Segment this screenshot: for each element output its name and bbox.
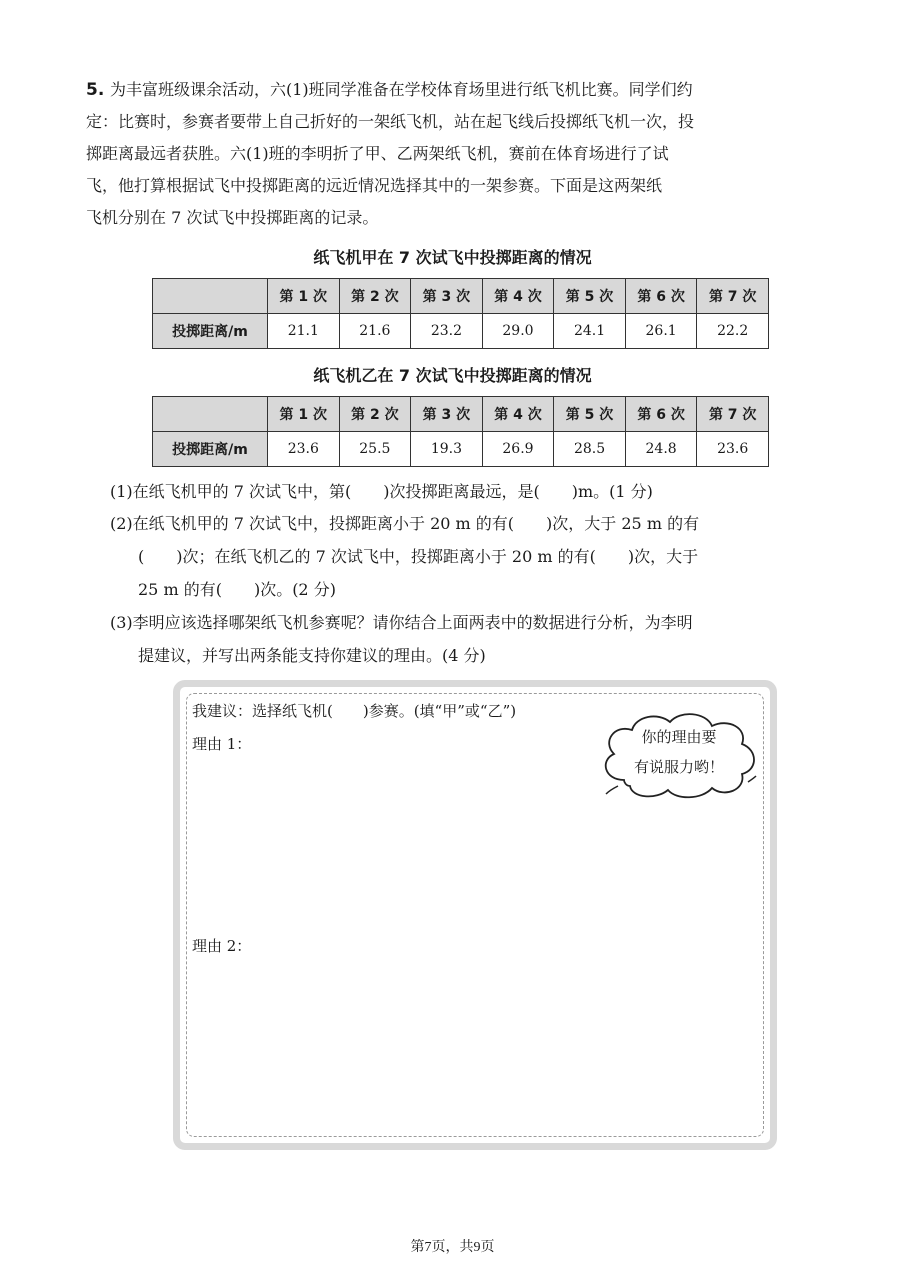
header-cell: 第 5 次 xyxy=(554,279,626,314)
question-stem xyxy=(86,74,830,234)
value-cell: 23.6 xyxy=(697,432,769,467)
header-cell: 第 3 次 xyxy=(411,397,483,432)
sub-question-2-line: (2)在纸飞机甲的 7 次试飞中，投掷距离小于 20 m 的有( )次，大于 25 m 的有 xyxy=(110,514,700,533)
stem-line: 掷距离最远者获胜。六(1)班的李明折了甲、乙两架纸飞机，赛前在体育场进行了试 xyxy=(86,144,669,163)
stem-line: 飞，他打算根据试飞中投掷距离的远近情况选择其中的一架参赛。下面是这两架纸 xyxy=(86,176,663,195)
suggestion-line: 我建议：选择纸飞机( )参赛。(填“甲”或“乙”) xyxy=(192,702,517,720)
header-cell: 第 2 次 xyxy=(339,397,411,432)
row-label: 投掷距离/m xyxy=(153,314,268,349)
sub-question-1: (1)在纸飞机甲的 7 次试飞中，第( )次投掷距离最远，是( )m。(1 分) xyxy=(110,482,653,501)
value-cell: 28.5 xyxy=(554,432,626,467)
header-cell: 第 1 次 xyxy=(268,397,340,432)
corner-cell xyxy=(153,397,268,432)
value-cell: 26.1 xyxy=(625,314,697,349)
table-b-title: 纸飞机乙在 7 次试飞中投掷距离的情况 xyxy=(313,366,592,385)
value-cell: 29.0 xyxy=(482,314,554,349)
table-header-row xyxy=(153,279,769,314)
value-cell: 26.9 xyxy=(482,432,554,467)
table-row xyxy=(153,432,769,467)
question-number: 5. xyxy=(86,80,105,100)
table-a xyxy=(152,278,769,349)
sub-question-2-line: ( )次；在纸飞机乙的 7 次试飞中，投掷距离小于 20 m 的有( )次，大于 xyxy=(138,547,699,566)
value-cell: 22.2 xyxy=(697,314,769,349)
stem-line: 飞机分别在 7 次试飞中投掷距离的记录。 xyxy=(86,208,379,227)
value-cell: 24.8 xyxy=(625,432,697,467)
header-cell: 第 5 次 xyxy=(554,397,626,432)
value-cell: 23.2 xyxy=(411,314,483,349)
header-cell: 第 7 次 xyxy=(697,279,769,314)
header-cell: 第 1 次 xyxy=(268,279,340,314)
header-cell: 第 3 次 xyxy=(411,279,483,314)
table-b xyxy=(152,396,769,467)
sub-question-3-line: 提建议，并写出两条能支持你建议的理由。(4 分) xyxy=(138,646,486,665)
header-cell: 第 6 次 xyxy=(625,279,697,314)
header-cell: 第 2 次 xyxy=(339,279,411,314)
table-a-title: 纸飞机甲在 7 次试飞中投掷距离的情况 xyxy=(313,248,592,267)
stem-line: 为丰富班级课余活动，六(1)班同学准备在学校体育场里进行纸飞机比赛。同学们约 xyxy=(110,80,693,99)
cloud-text-line: 有说服力哟！ xyxy=(633,758,724,776)
value-cell: 24.1 xyxy=(554,314,626,349)
value-cell: 21.6 xyxy=(339,314,411,349)
page-footer: 第7页，共9页 xyxy=(410,1240,495,1255)
cloud-text-line: 你的理由要 xyxy=(641,728,717,746)
value-cell: 21.1 xyxy=(268,314,340,349)
header-cell: 第 6 次 xyxy=(625,397,697,432)
value-cell: 23.6 xyxy=(268,432,340,467)
sub-question-3-line: (3)李明应该选择哪架纸飞机参赛呢？请你结合上面两表中的数据进行分析，为李明 xyxy=(110,613,693,632)
value-cell: 25.5 xyxy=(339,432,411,467)
row-label: 投掷距离/m xyxy=(153,432,268,467)
stem-line: 定：比赛时，参赛者要带上自己折好的一架纸飞机，站在起飞线后投掷纸飞机一次，投 xyxy=(86,112,695,131)
table-header-row xyxy=(153,397,769,432)
header-cell: 第 4 次 xyxy=(482,279,554,314)
reason-2-label: 理由 2： xyxy=(192,937,252,955)
value-cell: 19.3 xyxy=(411,432,483,467)
corner-cell xyxy=(153,279,268,314)
reason-1-label: 理由 1： xyxy=(192,735,252,753)
header-cell: 第 4 次 xyxy=(482,397,554,432)
table-row xyxy=(153,314,769,349)
sub-question-2-line: 25 m 的有( )次。(2 分) xyxy=(138,580,336,599)
header-cell: 第 7 次 xyxy=(697,397,769,432)
